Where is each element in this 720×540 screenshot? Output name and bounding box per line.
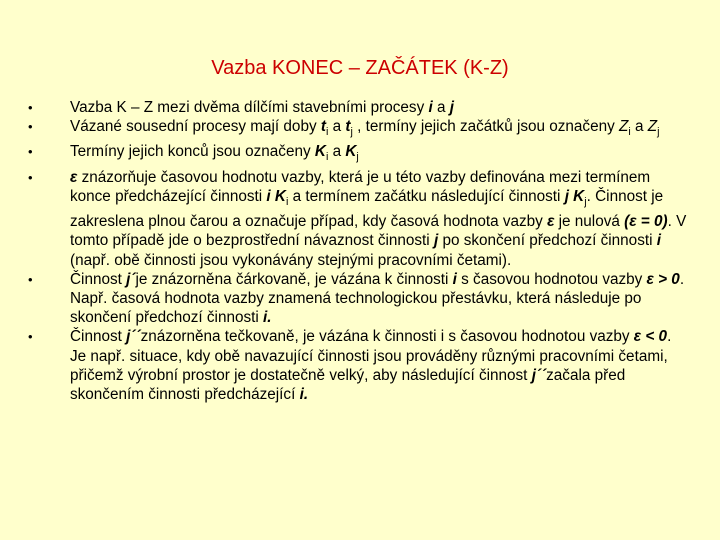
bullet-dot-icon: • (28, 169, 33, 185)
bullet-text-part: Z (647, 118, 658, 136)
bullet-text-part: Z (619, 118, 629, 136)
bullet-text-part: K (314, 143, 326, 161)
bullet-text-part: a termínem začátku následující činnosti (288, 187, 565, 205)
bullet-item (28, 327, 688, 404)
bullet-text-part: ε > 0 (646, 270, 680, 288)
bullet-text-part: j´ (126, 270, 136, 288)
bullet-text-part: (např. obě činnosti jsou vykonávány stejnými pracovními četami). (70, 251, 512, 269)
bullet-text-part: s časovou hodnotou vazby (456, 270, 647, 288)
bullet-text-part: j (657, 126, 660, 139)
bullet-text-part: ε (547, 213, 555, 231)
bullet-text-part: Vázané sousední procesy mají doby (70, 118, 321, 136)
bullet-text-part: i (656, 232, 661, 250)
bullet-item (28, 168, 688, 270)
bullet-text-part: ε (70, 168, 78, 186)
bullet-dot-icon: • (28, 100, 33, 115)
bullet-text-part: začala před skončením činnosti předcházející (70, 366, 626, 403)
bullet-text-part: je znázorněna čárkovaně, je vázána k činnosti (135, 270, 453, 288)
bullet-text-part: j K (564, 187, 585, 205)
bullet-text-part: j´´ (126, 328, 141, 346)
bullet-text-part: . Je např. situace, kdy obě navazující činnosti jsou prováděny různými pracovními četami, přičemž výrobní prostor je dostatečně velký, aby následující činnost (70, 328, 672, 384)
bullet-text-part: t (345, 118, 351, 136)
bullet-text-part: i (428, 99, 433, 116)
bullet-text-part: znázorněna tečkovaně, je vázána k činnosti i s časovou hodnotou vazby (140, 328, 634, 346)
bullet-text-part: (ε = 0) (624, 213, 668, 231)
bullet-text-part: Činnost (70, 328, 127, 346)
bullet-text-part: j (433, 232, 439, 250)
bullet-text-part: j´´ (531, 366, 547, 384)
bullet-text-part: i (628, 126, 631, 139)
bullet-text-part: znázorňuje časovou hodnotu vazby, která je u této vazby definována mezi termínem konce předcházející činnosti (70, 168, 651, 205)
bullet-text-part: Vazba K – Z mezi dvěma dílčími stavebními procesy (70, 99, 429, 116)
bullet-text-part: a (328, 143, 346, 161)
bullet-text-part: j (350, 126, 353, 139)
bullet-list (28, 98, 688, 404)
bullet-text-part: i (452, 270, 457, 288)
bullet-text-part: , termíny jejich začátků jsou označeny (352, 118, 619, 136)
bullet-text-part: ε < 0 (633, 328, 668, 346)
bullet-text-part: je nulová (554, 213, 625, 231)
bullet-text-part: . Např. časová hodnota vazby znamená technologickou přestávku, která následuje po skončení předchozí činnosti (70, 270, 685, 327)
bullet-dot-icon: • (28, 271, 33, 287)
bullet-text-part: j (356, 151, 359, 164)
bullet-text-part: t (320, 118, 326, 136)
bullet-text-part: i (285, 195, 289, 208)
bullet-text-part: a (432, 99, 450, 116)
bullet-text-part: a (328, 118, 346, 136)
bullet-text-part: i (325, 151, 329, 164)
bullet-text-part: j (584, 195, 587, 208)
bullet-text-part: i (325, 126, 329, 139)
bullet-text-part: i K (266, 187, 286, 205)
bullet-dot-icon: • (28, 119, 33, 135)
bullet-text-part: i. (263, 309, 272, 327)
bullet-text-part: K (345, 143, 357, 161)
slide-title: Vazba KONEC – ZAČÁTEK (K-Z) (211, 57, 509, 79)
bullet-item (28, 270, 688, 328)
bullet-text-part: Činnost (70, 270, 127, 288)
bullet-dot-icon: • (28, 329, 33, 345)
bullet-item (28, 117, 688, 142)
bullet-text-part: . Činnost je zakreslena plnou čarou a označuje případ, kdy časová hodnota vazby (70, 187, 664, 231)
bullet-text-part: a (630, 118, 648, 136)
bullet-text-part: po skončení předchozí činnosti (438, 232, 657, 250)
bullet-item (28, 98, 688, 117)
bullet-text-part: i. (299, 385, 309, 403)
bullet-dot-icon: • (28, 144, 33, 160)
bullet-text-part: . V tomto případě jde o bezprostřední návaznost činnosti (70, 213, 687, 250)
bullet-text-part: j (449, 99, 454, 116)
bullet-text-part: Termíny jejich konců jsou označeny (70, 143, 315, 161)
bullet-item (28, 142, 688, 167)
